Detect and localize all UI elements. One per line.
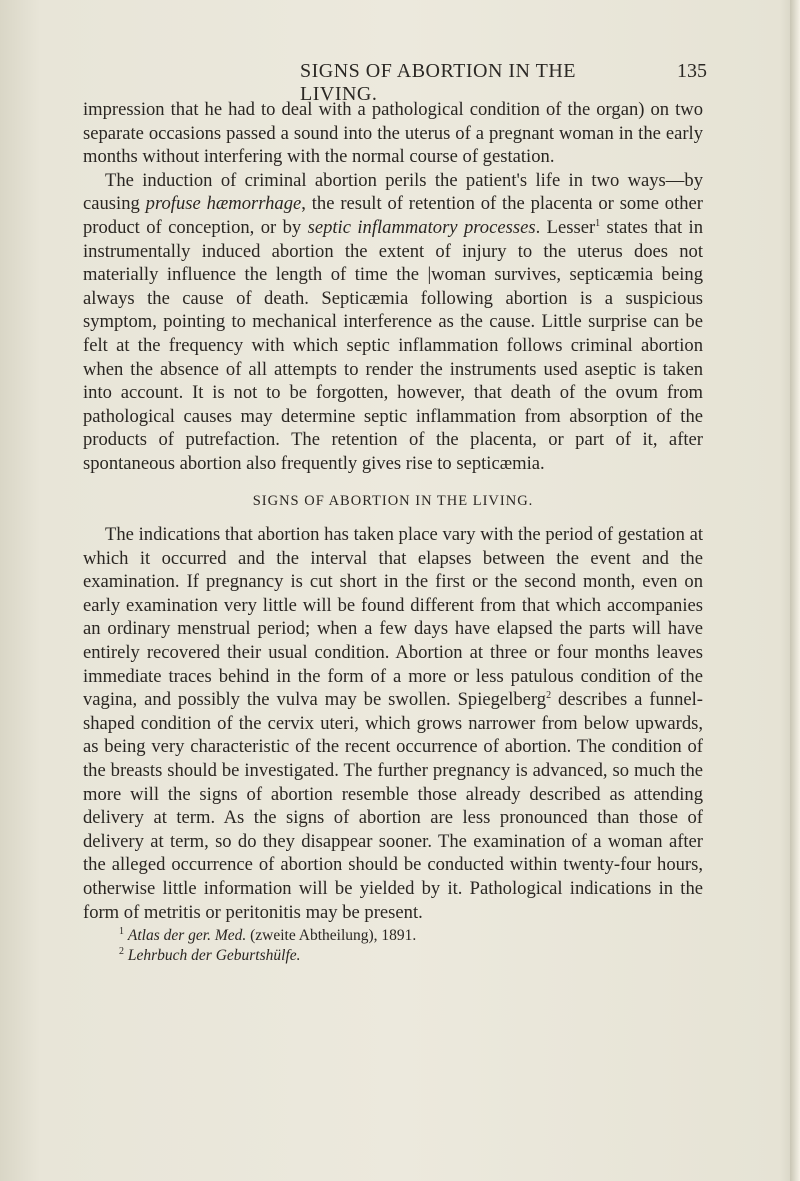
page-number: 135 xyxy=(677,60,707,82)
paragraph-signs: The indications that abortion has taken place vary with the period of gestation at which it occurred and the interval that elapses between the event and the examination. If pregnancy is cut short in the first or the second month, even on early examination very little will be found different from that which accompanies an ordinary menstrual period; when a few days have elapsed the parts will have entirely recovered their usual condition. Abortion at three or four months leaves immediate traces behind in the form of a more or less patulous condition of the vagina, and possibly the vulva may be swollen. Spiegelberg$^2$ describes a funnel-shaped condition of the cervix uteri, which grows narrower from below upwards, as being very characteristic of the recent occurrence of abortion. The condition of the breasts should be investigated. The further pregnancy is advanced, so much the more will the signs of abortion resemble those already described as attending delivery at term. As the signs of abortion are less pronounced than those of delivery at term, so do they disappear sooner. The examination of a woman after the alleged occurrence of abortion should be conducted within twenty-four hours, otherwise little information will be yielded by it. Pathological indications in the form of metritis or peritonitis may be present. xyxy=(83,524,703,923)
body-text xyxy=(83,98,703,966)
footnote-ref-2: 2 xyxy=(546,690,552,702)
page-edge xyxy=(790,0,800,1181)
paragraph-continuation: impression that he had to deal with a pathological condition of the organ) on two separate occasions passed a sound into the uterus of a pregnant woman in the early months without interfering with the normal course of gestation. xyxy=(83,99,703,168)
section-heading: SIGNS OF ABORTION IN THE LIVING. xyxy=(252,492,534,509)
emphasis-septic: septic inflammatory processes xyxy=(307,216,536,238)
footnote-2: $^2$ Lehrbuch der Geburtshülfe. xyxy=(119,946,301,965)
emphasis-haemorrhage: profuse hæmorrhage xyxy=(145,193,302,215)
footnote-ref-1: 1 xyxy=(595,217,601,229)
paragraph-criminal-abortion: The induction of criminal abortion perils the patient's life in two ways—by causing profuse hæmorrhage, the result of retention of the placenta or some other product of conception, or by septic inflammatory processes. Lesser$^1$ states that in instrumentally induced abortion the extent of injury to the uterus does not materially influence the length of time the |woman survives, septicæmia being always the cause of death. Septicæmia following abortion is a suspicious symptom, pointing to mechanical interference as the cause. Little surprise can be felt at the frequency with which septic inflammation follows criminal abortion when the absence of all attempts to render the instruments used aseptic is taken into account. It is not to be forgotten, however, that death of the ovum from pathological causes may determine septic inflammation from absorption of the products of putrefaction. The retention of the placenta, or part of it, after spontaneous abortion also frequently gives rise to septicæmia. xyxy=(83,169,703,474)
footnote-1: $^1$ Atlas der ger. Med. (zweite Abtheilung), 1891. xyxy=(119,926,417,945)
running-head: SIGNS OF ABORTION IN THE LIVING. xyxy=(300,60,577,105)
footnotes xyxy=(83,926,703,966)
